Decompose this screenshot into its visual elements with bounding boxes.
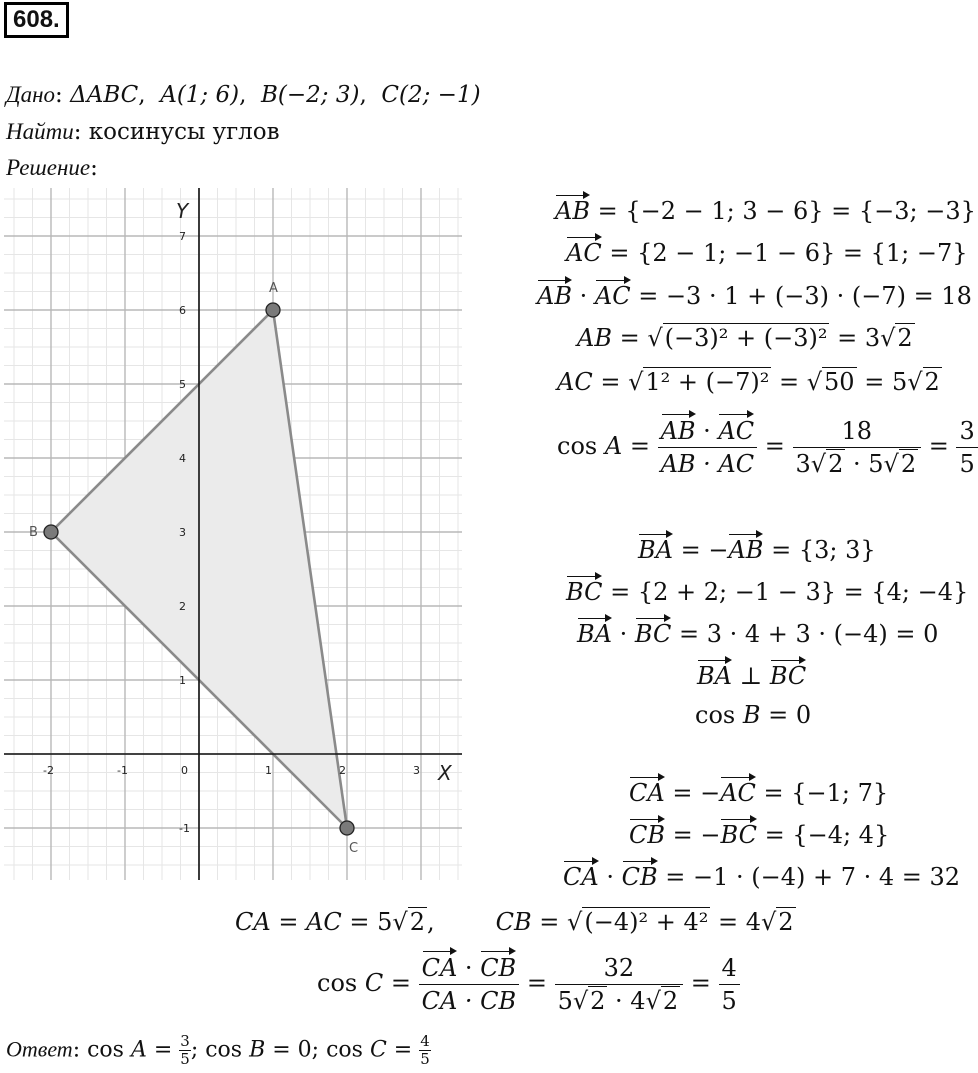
x-axis-label: X — [438, 761, 452, 785]
eq-vector-ab: AB = {−2 − 1; 3 − 6} = {−3; −3} — [555, 197, 976, 225]
find-line: Найти: косинусы углов — [6, 119, 280, 145]
x-tick-label: -2 — [43, 764, 54, 777]
y-tick-label: 1 — [179, 674, 186, 687]
y-tick-label: 5 — [179, 378, 186, 391]
eq-vector-cb: CB = −BC = {−4; 4} — [629, 821, 890, 849]
given-point-c: C(2; −1) — [381, 82, 481, 108]
vertex-c — [340, 821, 354, 835]
find-text: косинусы углов — [88, 119, 280, 145]
eq-dot-ca-cb: CA · CB = −1 · (−4) + 7 · 4 = 32 — [563, 863, 961, 891]
coordinate-graph — [0, 184, 470, 884]
y-tick-label: 6 — [179, 304, 186, 317]
eq-dot-ab-ac: AB · AC = −3 · 1 + (−3) · (−7) = 18 — [537, 282, 972, 310]
eq-dot-ba-bc: BA · BC = 3 · 4 + 3 · (−4) = 0 — [577, 620, 939, 648]
vertex-b — [44, 525, 58, 539]
eq-cos-a: cos A = $\frac{AB \cdot AC}{AB \cdot AC}$ = $\frac{18}{3√2 \cdot 5√2}$ = $\frac{3}{5}$ — [557, 415, 978, 480]
eq-vector-ca: CA = −AC = {−1; 7} — [629, 779, 889, 807]
y-tick-label: 3 — [179, 526, 186, 539]
given-point-a: A(1; 6) — [160, 82, 240, 108]
vertex-label-b: B — [29, 525, 38, 540]
eq-length-ac: AC = √1² + (−7)² = √50 = 5√2 — [557, 368, 940, 396]
vertex-label-a: A — [269, 281, 278, 296]
given-line: Дано: ΔABC, A(1; 6), B(−2; 3), C(2; −1) — [6, 82, 481, 108]
eq-length-ab: AB = √(−3)² + (−3)² = 3√2 — [577, 324, 913, 352]
eq-cos-c: cos C = $\frac{CA \cdot CB}{CA \cdot CB}$ = $\frac{32}{5√2 \cdot 4√2}$ = $\frac{4}{5}$ — [317, 952, 740, 1017]
solution-label: Решение — [6, 155, 91, 180]
eq-perpendicular: BA ⊥ BC — [697, 662, 807, 690]
solution-line: Решение: — [6, 155, 98, 181]
y-axis-label: Y — [176, 199, 189, 223]
eq-lengths-ca-cb: CA = AC = 5√2, CB = √(−4)² + 4² = 4√2 — [235, 908, 794, 936]
y-tick-label: 2 — [179, 600, 186, 613]
eq-vector-ac: AC = {2 − 1; −1 − 6} = {1; −7} — [566, 239, 968, 267]
given-label: Дано — [6, 82, 56, 107]
find-label: Найти — [6, 119, 74, 144]
x-tick-label: 1 — [265, 764, 272, 777]
eq-cos-b: cos B = 0 — [695, 701, 812, 729]
y-tick-label: 4 — [179, 452, 186, 465]
vertex-label-c: C — [349, 841, 359, 856]
vertex-a — [266, 303, 280, 317]
problem-number: 608. — [4, 2, 69, 38]
x-tick-label: -1 — [117, 764, 128, 777]
y-tick-label: 7 — [179, 230, 186, 243]
x-tick-label: 3 — [413, 764, 420, 777]
eq-vector-bc: BC = {2 + 2; −1 − 3} = {4; −4} — [566, 578, 969, 606]
answer-label: Ответ — [6, 1036, 73, 1062]
given-point-b: B(−2; 3) — [261, 82, 360, 108]
eq-vector-ba: BA = −AB = {3; 3} — [638, 536, 876, 564]
x-tick-label: 2 — [339, 764, 346, 777]
answer-line: Ответ: cos A = $\frac{3}{5}$ ; cos B = 0; cos C = $\frac{4}{5}$ — [6, 1032, 430, 1068]
x-tick-label: 0 — [181, 764, 188, 777]
given-triangle: ΔABC — [70, 82, 139, 108]
y-tick-label: -1 — [179, 822, 190, 835]
